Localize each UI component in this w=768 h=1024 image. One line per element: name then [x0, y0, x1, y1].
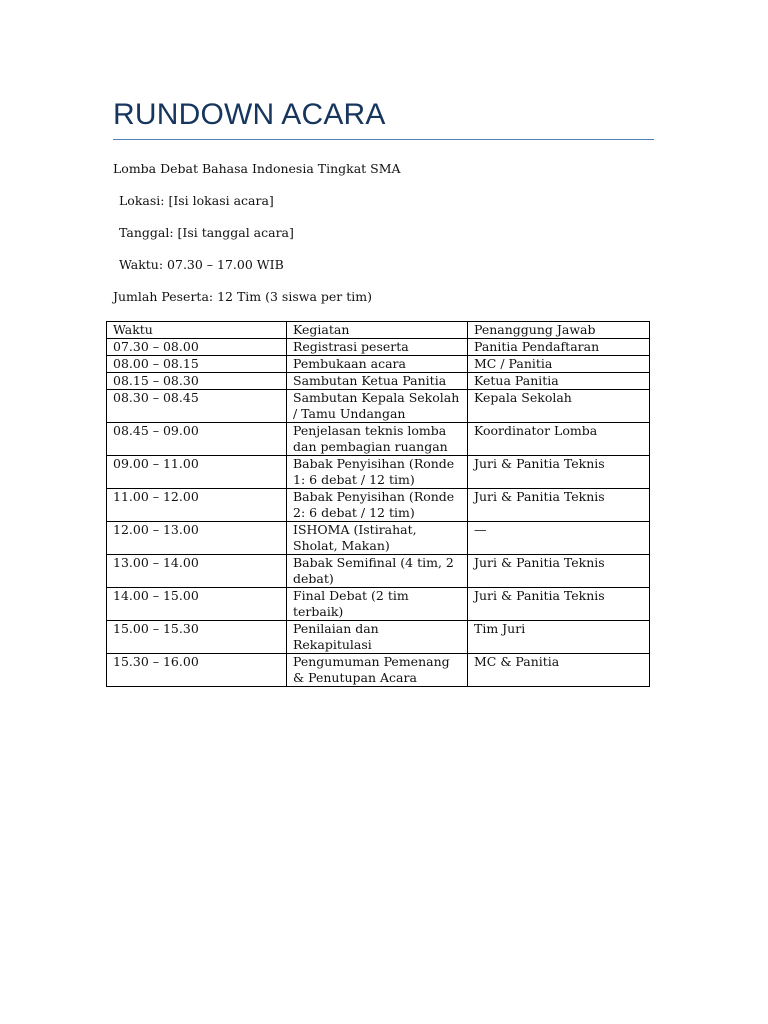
cell-activity: ISHOMA (Istirahat, Sholat, Makan)	[287, 522, 468, 555]
cell-time: 08.30 – 08.45	[107, 390, 287, 423]
cell-activity: Registrasi peserta	[287, 339, 468, 356]
table-row	[107, 654, 650, 687]
cell-responsible: MC & Panitia	[468, 654, 650, 687]
cell-activity: Sambutan Ketua Panitia	[287, 373, 468, 390]
cell-responsible: Juri & Panitia Teknis	[468, 555, 650, 588]
cell-responsible: Koordinator Lomba	[468, 423, 650, 456]
cell-time: 08.45 – 09.00	[107, 423, 287, 456]
cell-time: 08.15 – 08.30	[107, 373, 287, 390]
cell-activity: Babak Penyisihan (Ronde 2: 6 debat / 12 tim)	[287, 489, 468, 522]
event-time: Waktu: 07.30 – 17.00 WIB	[119, 257, 284, 272]
table-row	[107, 555, 650, 588]
cell-responsible: Juri & Panitia Teknis	[468, 489, 650, 522]
cell-time: 14.00 – 15.00	[107, 588, 287, 621]
table-row	[107, 356, 650, 373]
cell-time: 09.00 – 11.00	[107, 456, 287, 489]
cell-responsible: Ketua Panitia	[468, 373, 650, 390]
cell-responsible: Kepala Sekolah	[468, 390, 650, 423]
cell-activity: Sambutan Kepala Sekolah / Tamu Undangan	[287, 390, 468, 423]
cell-time: 08.00 – 08.15	[107, 356, 287, 373]
table-row	[107, 621, 650, 654]
table-row	[107, 522, 650, 555]
cell-activity: Penilaian dan Rekapitulasi	[287, 621, 468, 654]
cell-activity: Pengumuman Pemenang & Penutupan Acara	[287, 654, 468, 687]
cell-responsible: MC / Panitia	[468, 356, 650, 373]
cell-activity: Babak Penyisihan (Ronde 1: 6 debat / 12 tim)	[287, 456, 468, 489]
header-cell-activity: Kegiatan	[287, 322, 468, 339]
cell-responsible: Panitia Pendaftaran	[468, 339, 650, 356]
rundown-table	[106, 321, 650, 687]
cell-time: 11.00 – 12.00	[107, 489, 287, 522]
event-location: Lokasi: [Isi lokasi acara]	[119, 193, 274, 208]
table-row	[107, 339, 650, 356]
header-cell-time: Waktu	[107, 322, 287, 339]
cell-time: 12.00 – 13.00	[107, 522, 287, 555]
table-row	[107, 423, 650, 456]
table-row	[107, 390, 650, 423]
table-row	[107, 588, 650, 621]
cell-responsible: Tim Juri	[468, 621, 650, 654]
cell-activity: Babak Semifinal (4 tim, 2 debat)	[287, 555, 468, 588]
table-row	[107, 489, 650, 522]
title-underline	[113, 139, 654, 140]
cell-activity: Final Debat (2 tim terbaik)	[287, 588, 468, 621]
cell-activity: Pembukaan acara	[287, 356, 468, 373]
cell-time: 07.30 – 08.00	[107, 339, 287, 356]
document-title: RUNDOWN ACARA	[113, 98, 386, 131]
cell-time: 13.00 – 14.00	[107, 555, 287, 588]
cell-responsible: Juri & Panitia Teknis	[468, 588, 650, 621]
event-date: Tanggal: [Isi tanggal acara]	[119, 225, 294, 240]
table-row	[107, 373, 650, 390]
cell-activity: Penjelasan teknis lomba dan pembagian ruangan	[287, 423, 468, 456]
cell-responsible: Juri & Panitia Teknis	[468, 456, 650, 489]
event-name: Lomba Debat Bahasa Indonesia Tingkat SMA	[113, 161, 401, 176]
participant-count: Jumlah Peserta: 12 Tim (3 siswa per tim)	[113, 289, 372, 304]
table-row	[107, 456, 650, 489]
header-cell-responsible: Penanggung Jawab	[468, 322, 650, 339]
cell-time: 15.30 – 16.00	[107, 654, 287, 687]
table-header-row	[107, 322, 650, 339]
cell-responsible: —	[468, 522, 650, 555]
cell-time: 15.00 – 15.30	[107, 621, 287, 654]
